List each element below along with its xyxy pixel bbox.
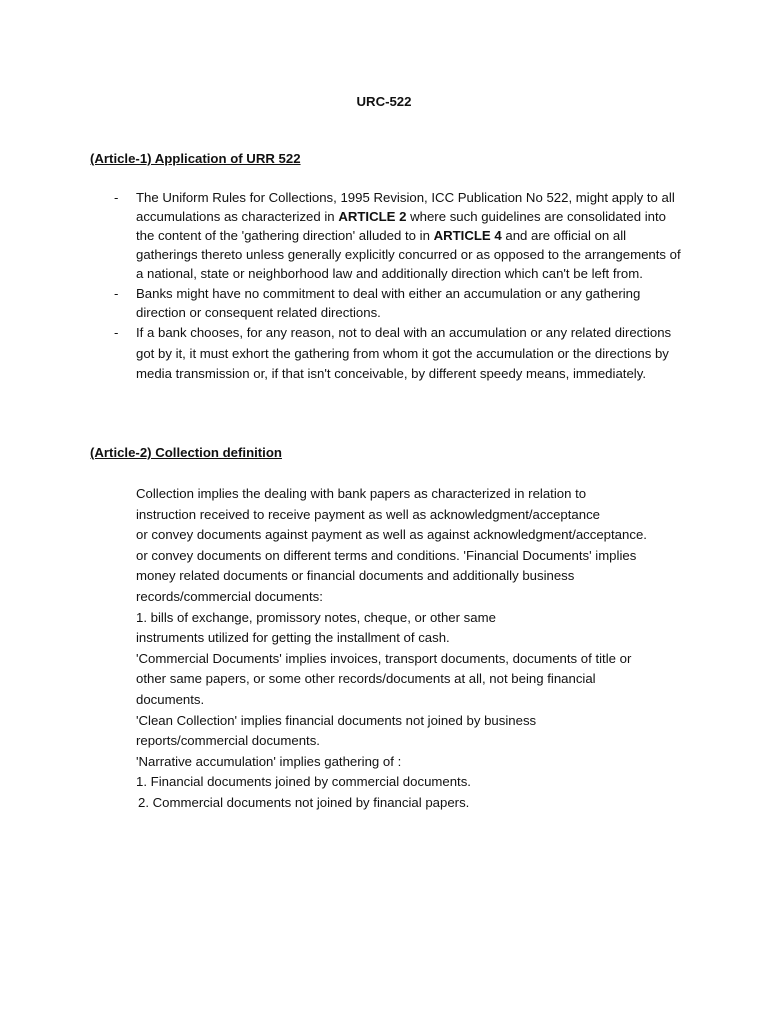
text-line: or convey documents against payment as well as against acknowledgment/acceptance. [136, 527, 647, 543]
text-line: 'Commercial Documents' implies invoices, transport documents, documents of title or [136, 650, 632, 666]
bullet-text: and are official on all gatherings thereto unless generally explicitly concurred or as opposed to the arrangements of a national, state or neighborhood law and additionally direction which can't be left from. [136, 228, 681, 281]
text-line: other same papers, or some other records/documents at all, not being financial [136, 671, 596, 687]
document-title: URC-522 [356, 94, 412, 109]
text-line: records/commercial documents: [136, 588, 323, 604]
text-line: 'Clean Collection' implies financial documents not joined by business [136, 712, 537, 728]
bullet-dash: - [114, 286, 119, 301]
text-line: Collection implies the dealing with bank papers as characterized in relation to [136, 486, 587, 501]
text-line: documents. [136, 691, 205, 707]
article-1-heading: (Article-1) Application of URR 522 [90, 151, 301, 166]
text-line: 1. bills of exchange, promissory notes, cheque, or other same [136, 609, 496, 625]
bullet-text: where such guidelines are consolidated into the content of the 'gathering direction' alluded to in [136, 209, 666, 243]
bullet-dash: - [114, 190, 119, 205]
text-line: 1. Financial documents joined by commercial documents. [136, 774, 471, 790]
article-1-bullet-list [114, 188, 684, 386]
bold-reference: ARTICLE 4 [433, 228, 502, 243]
text-line: money related documents or financial documents and additionally business [136, 568, 575, 584]
article-2-heading: (Article-2) Collection definition [90, 445, 282, 460]
list-item [114, 188, 684, 283]
text-line: instruments utilized for getting the installment of cash. [136, 630, 450, 646]
bold-reference: ARTICLE 2 [338, 209, 407, 224]
bullet-text: If a bank chooses, for any reason, not to deal with an accumulation or any related directions got by it, it must exhort the gathering from whom it got the accumulation or the directions by media transmission or, if that isn't conceivable, by different speedy means, immediately. [136, 325, 672, 381]
list-item [114, 284, 684, 322]
bullet-text: The Uniform Rules for Collections, 1995 Revision, ICC Publication No 522, might apply to all accumulations as characterized in [136, 190, 675, 224]
article-2-definition [136, 484, 684, 814]
bullet-text: Banks might have no commitment to deal with either an accumulation or any gathering direction or consequent related directions. [136, 286, 641, 320]
list-item [114, 323, 684, 385]
text-line: instruction received to receive payment as well as acknowledgment/acceptance [136, 506, 601, 522]
bullet-dash: - [114, 325, 119, 340]
text-line: 2. Commercial documents not joined by financial papers. [138, 794, 470, 810]
text-line: 'Narrative accumulation' implies gathering of : [136, 753, 402, 769]
text-line: reports/commercial documents. [136, 733, 320, 749]
text-line: or convey documents on different terms and conditions. 'Financial Documents' implies [136, 547, 637, 563]
